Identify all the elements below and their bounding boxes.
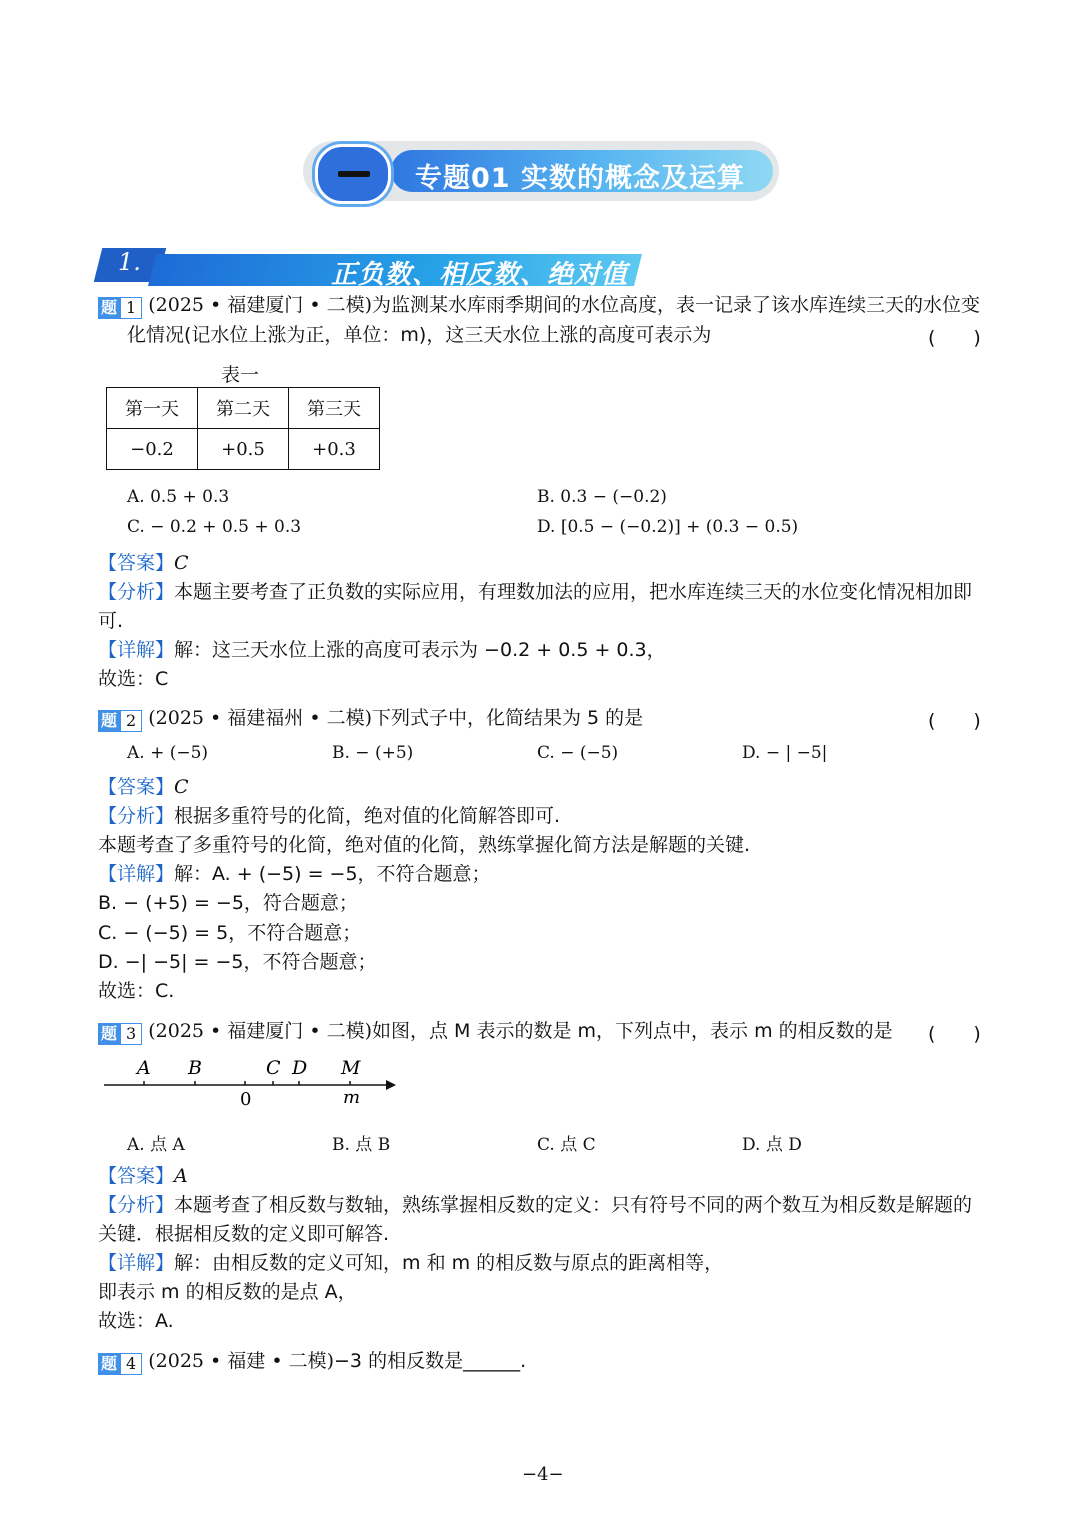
detail-line-2: B. − (+5) = −5，符合题意； (98, 892, 358, 914)
analysis-line: 【分析】根据多重符号的化简，绝对值的化简解答即可. (98, 805, 561, 827)
point-m-label: M (341, 1057, 361, 1079)
question-1-line1 (98, 293, 980, 317)
chapter-number-mark (315, 144, 391, 204)
question-tag: 题 3 (98, 1021, 142, 1043)
question-tag: 题 2 (98, 708, 142, 730)
point-d-label: D (292, 1057, 308, 1079)
choose-line: 故选：C. (98, 980, 175, 1002)
analysis-line-2: 本题考查了多重符号的化简，绝对值的化简，熟练掌握化简方法是解题的关键. (98, 834, 751, 856)
answer-line: 【答案】C (98, 552, 189, 574)
detail-line: 【详解】解：A. + (−5) = −5，不符合题意； (98, 863, 491, 885)
zero-label: 0 (240, 1089, 252, 1110)
choose-line: 故选：A. (98, 1310, 174, 1332)
analysis-line-2: 可. (98, 610, 124, 632)
section-title: 正负数、相反数、绝对值 (331, 260, 629, 290)
table-header-cell: 第一天 (107, 388, 198, 429)
question-2-line1: 题 2 (2025 • 福建福州 • 二模)下列式子中，化简结果为 5 的是 (98, 706, 643, 730)
analysis-line: 【分析】本题主要考查了正负数的实际应用，有理数加法的应用，把水库连续三天的水位变化情况相加即 (98, 581, 973, 603)
analysis-line: 【分析】本题考查了相反数与数轴，熟练掌握相反数的定义：只有符号不同的两个数互为相反数是解题的 (98, 1194, 973, 1216)
option-d: D. [0.5 − (−0.2)] + (0.3 − 0.5) (537, 517, 799, 537)
table-cell: −0.2 (107, 429, 198, 470)
detail-line-4: D. −| −5| = −5，不符合题意； (98, 951, 377, 973)
analysis-line-2: 关键．根据相反数的定义即可解答. (98, 1223, 390, 1245)
chapter-banner (303, 141, 779, 201)
option-a: A. 0.5 + 0.3 (127, 487, 230, 507)
question-tag: 题 4 (98, 1351, 142, 1373)
point-c-label: C (266, 1057, 281, 1079)
point-b-label: B (188, 1057, 202, 1079)
question-source: (2025 • 福建厦门 • 二模) (148, 294, 373, 316)
table-header-cell: 第三天 (289, 388, 380, 429)
option-c: C. 点 C (537, 1135, 596, 1155)
option-a: A. + (−5) (127, 743, 209, 763)
option-c: C. − 0.2 + 0.5 + 0.3 (127, 517, 302, 537)
detail-line: 【详解】解：由相反数的定义可知，m 和 m 的相反数与原点的距离相等， (98, 1252, 724, 1274)
section-number: 1. (118, 248, 141, 276)
table-cell: +0.5 (198, 429, 289, 470)
option-b: B. 0.3 − (−0.2) (537, 487, 667, 507)
section-header (96, 248, 646, 288)
point-a-label: A (137, 1057, 151, 1079)
question-text: 为监测某水库雨季期间的水位高度，表一记录了该水库连续三天的水位变 (372, 294, 981, 316)
question-3-line1: 题 3 (2025 • 福建厦门 • 二模)如图，点 M 表示的数是 m，下列点中，表示 m 的相反数的是 (98, 1019, 893, 1043)
answer-line: 【答案】A (98, 1165, 188, 1187)
table-header-cell: 第二天 (198, 388, 289, 429)
detail-line: 【详解】解：这三天水位上涨的高度可表示为 −0.2 + 0.5 + 0.3， (98, 639, 666, 661)
answer-paren: ( ) (928, 1023, 981, 1045)
question-4-line1: 题 4 (2025 • 福建 • 二模)−3 的相反数是______. (98, 1349, 526, 1373)
answer-line: 【答案】C (98, 776, 189, 798)
option-c: C. − (−5) (537, 743, 619, 763)
option-d: D. − | −5| (742, 743, 828, 763)
option-b: B. − (+5) (332, 743, 414, 763)
m-value-label: m (343, 1087, 361, 1108)
detail-line-3: C. − (−5) = 5，不符合题意； (98, 922, 362, 944)
question-1-line2: 化情况(记水位上涨为正，单位：m)，这三天水位上涨的高度可表示为 (127, 324, 712, 346)
chapter-title: 专题01 实数的概念及运算 (415, 163, 745, 194)
table-cell: +0.3 (289, 429, 380, 470)
answer-paren: ( ) (928, 327, 981, 349)
option-b: B. 点 B (332, 1135, 391, 1155)
question-tag: 题 1 (98, 295, 142, 317)
answer-paren: ( ) (928, 710, 981, 732)
option-a: A. 点 A (127, 1135, 185, 1155)
number-line (100, 1052, 400, 1112)
page-number: −4− (522, 1464, 564, 1485)
detail-line-2: 即表示 m 的相反数的是点 A， (98, 1281, 357, 1303)
choose-line: 故选：C (98, 668, 169, 690)
option-d: D. 点 D (742, 1135, 802, 1155)
water-level-table (106, 387, 380, 470)
table-caption: 表一 (221, 364, 260, 386)
